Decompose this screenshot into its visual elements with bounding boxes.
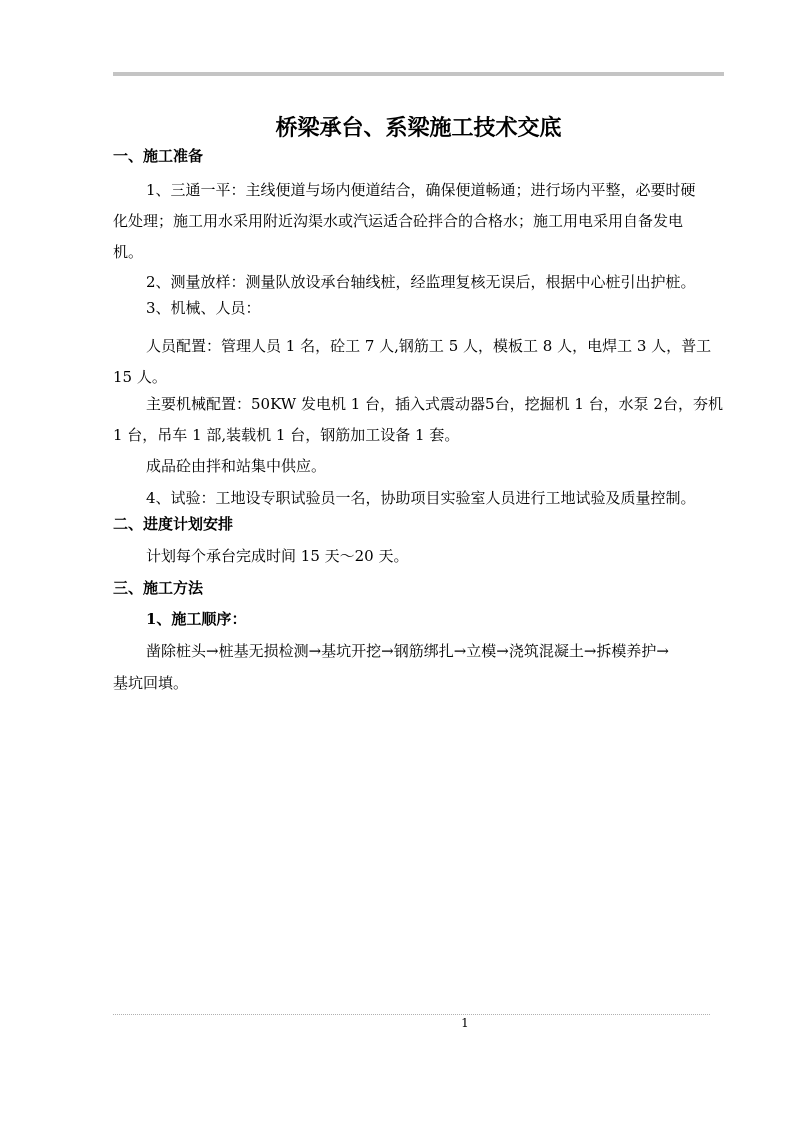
paragraph-machinery-line-2: 1 台，吊车 1 部,装载机 1 台，钢筋加工设备 1 套。 bbox=[113, 426, 460, 444]
subheading-construction-sequence: 1、施工顺序： bbox=[146, 610, 247, 628]
paragraph-personnel-line-1: 人员配置：管理人员 1 名，砼工 7 人,钢筋工 5 人，模板工 8 人，电焊工 3 人，普工 bbox=[146, 337, 712, 355]
paragraph-item-3: 3、机械、人员： bbox=[146, 299, 261, 317]
section-heading-method: 三、施工方法 bbox=[113, 579, 204, 597]
section-heading-preparation: 一、施工准备 bbox=[113, 147, 204, 165]
paragraph-item-1-line-3: 机。 bbox=[113, 243, 144, 261]
paragraph-machinery-line-1: 主要机械配置：50KW 发电机 1 台，插入式震动器5台，挖掘机 1 台，水泵 2台，夯机 bbox=[146, 395, 723, 413]
header-rule bbox=[113, 72, 724, 76]
paragraph-item-1-line-2: 化处理；施工用水采用附近沟渠水或汽运适合砼拌合的合格水；施工用电采用自备发电 bbox=[113, 212, 684, 230]
paragraph-personnel-line-2: 15 人。 bbox=[113, 368, 167, 386]
paragraph-sequence-line-1: 凿除桩头→桩基无损检测→基坑开挖→钢筋绑扎→立模→浇筑混凝土→拆模养护→ bbox=[146, 642, 669, 660]
paragraph-sequence-line-2: 基坑回填。 bbox=[113, 674, 189, 692]
page-number: 1 bbox=[461, 1016, 469, 1030]
footer-rule bbox=[113, 1014, 710, 1015]
paragraph-item-1-line-1: 1、三通一平：主线便道与场内便道结合，确保便道畅通；进行场内平整，必要时硬 bbox=[146, 181, 696, 199]
document-title: 桥梁承台、系梁施工技术交底 bbox=[275, 115, 562, 141]
paragraph-item-4: 4、试验：工地设专职试验员一名，协助项目实验室人员进行工地试验及质量控制。 bbox=[146, 489, 696, 507]
paragraph-item-2: 2、测量放样：测量队放设承台轴线桩，经监理复核无误后，根据中心桩引出护桩。 bbox=[146, 273, 696, 291]
paragraph-concrete-supply: 成品砼由拌和站集中供应。 bbox=[146, 457, 327, 475]
section-heading-schedule: 二、进度计划安排 bbox=[113, 515, 234, 533]
paragraph-schedule-plan: 计划每个承台完成时间 15 天～20 天。 bbox=[146, 547, 409, 565]
